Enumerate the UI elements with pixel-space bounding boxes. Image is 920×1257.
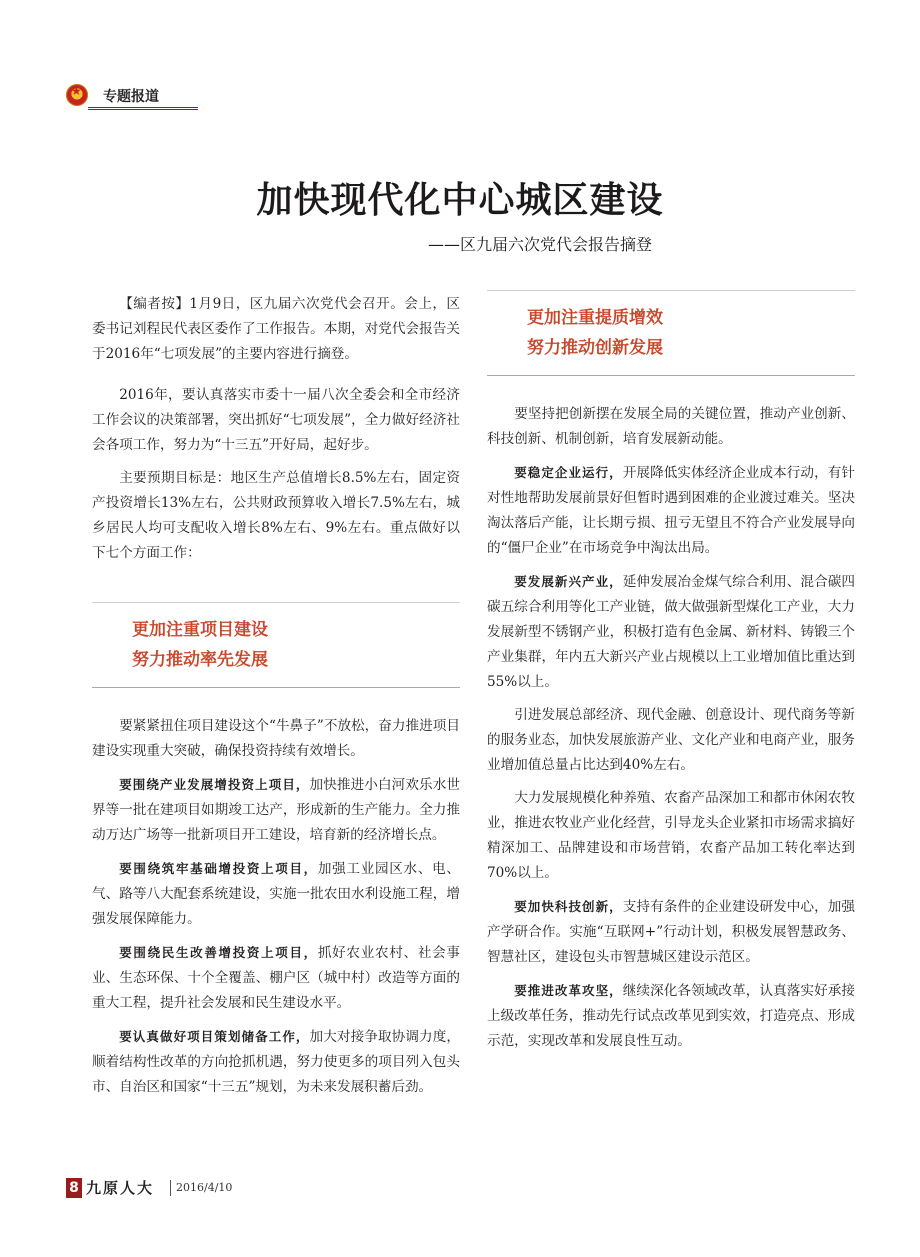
article-title: 加快现代化中心城区建设: [256, 179, 664, 221]
paragraph-lead: 要围绕筑牢基础增投资上项目，: [119, 861, 318, 876]
page-number: 8: [66, 1178, 82, 1198]
paragraph: 要坚持把创新摆在发展全局的关键位置，推动产业创新、科技创新、机制创新，培育发展新动能。: [487, 406, 855, 447]
paragraph: [92, 940, 460, 1016]
header-rule: [88, 107, 198, 110]
paragraph-lead: 要发展新兴产业，: [514, 574, 623, 589]
paragraph-text: 继续深化各领域改革，认真落实好承接上级改革任务，推动先行试点改革见到实效，打造亮点、形成示范，实现改革和发展良性互动。: [487, 983, 855, 1049]
paragraph: [487, 569, 855, 695]
paragraph-text: 加强工业园区水、电、气、路等八大配套系统建设，实施一批农田水利设施工程，增强发展保障能力。: [92, 861, 460, 927]
section-heading-project: [92, 602, 460, 688]
heading-line-1: 更加注重项目建设: [132, 620, 268, 640]
paragraph-lead: 要认真做好项目策划储备工作，: [119, 1029, 310, 1044]
paragraph: [92, 772, 460, 848]
editor-note-text: 1月9日，区九届六次党代会召开。会上，区委书记刘程民代表区委作了工作报告。本期，对党代会报告关于2016年“七项发展”的主要内容进行摘登。: [92, 296, 461, 362]
paragraph: 大力发展规模化种养殖、农畜产品深加工和都市休闲农牧业，推进农牧业产业化经营，引导龙头企业紧扣市场需求搞好精深加工、品牌建设和市场营销，农畜产品加工转化率达到70%以上。: [487, 790, 855, 881]
intro-paragraph: 2016年，要认真落实市委十一届八次全委会和全市经济工作会议的决策部署，突出抓好“七项发展”，全力做好经济社会各项工作，努力为“十三五”开好局，起好步。: [92, 387, 460, 453]
paragraph-lead: 要围绕民生改善增投资上项目，: [119, 945, 318, 960]
paragraph-text: 加快推进小白河欢乐水世界等一批在建项目如期竣工达产，形成新的生产能力。全力推动万达广场等一批新项目开工建设，培育新的经济增长点。: [92, 777, 460, 843]
paragraph: [92, 856, 460, 932]
paragraph: 引进发展总部经济、现代金融、创意设计、现代商务等新的服务业态，加快发展旅游产业、文化产业和电商产业，服务业增加值总量占比达到40%左右。: [487, 707, 855, 773]
article-subtitle: ——区九届六次党代会报告摘登: [427, 235, 652, 254]
paragraph: [487, 894, 855, 970]
heading-line-2: 努力推动率先发展: [132, 650, 268, 670]
paragraph-lead: 要稳定企业运行，: [514, 465, 623, 480]
heading-line-2: 努力推动创新发展: [527, 338, 663, 358]
magazine-name: 九原人大: [86, 1179, 155, 1197]
paragraph-text: 延伸发展冶金煤气综合利用、混合碳四碳五综合利用等化工产业链，做大做强新型煤化工产业，大力发展新型不锈钢产业，积极打造有色金属、新材料、铸锻三个产业集群，年内五大新兴产业占规模以上工业增加值比重达到55%以上。: [487, 574, 855, 690]
editor-note: [92, 292, 460, 367]
left-column: [92, 292, 460, 1100]
paragraph: [487, 460, 855, 561]
paragraph: [92, 1024, 460, 1100]
paragraph-text: 开展降低实体经济企业成本行动，有针对性地帮助发展前景好但暂时遇到困难的企业渡过难关。坚决淘汰落后产能，让长期亏损、扭亏无望且不符合产业发展导向的“僵尸企业”在市场竞争中淘汰出局。: [487, 465, 855, 556]
section-header: [66, 84, 198, 112]
paragraph: 要紧紧扭住项目建设这个“牛鼻子”不放松，奋力推进项目建设实现重大突破，确保投资持续有效增长。: [92, 718, 460, 759]
national-emblem-icon: [66, 84, 88, 106]
paragraph: [487, 978, 855, 1054]
paragraph-lead: 要推进改革攻坚，: [514, 983, 623, 998]
editor-note-label: 【编者按】: [119, 296, 190, 312]
page-footer: [66, 1178, 266, 1202]
right-column: [487, 290, 855, 1054]
targets-paragraph: 主要预期目标是：地区生产总值增长8.5%左右，固定资产投资增长13%左右，公共财政预算收入增长7.5%左右，城乡居民人均可支配收入增长8%左右、9%左右。重点做好以下七个方面工作：: [92, 470, 460, 561]
paragraph-text: 抓好农业农村、社会事业、生态环保、十个全覆盖、棚户区（城中村）改造等方面的重大工程，提升社会发展和民生建设水平。: [92, 945, 460, 1011]
section-label: 专题报道: [103, 89, 159, 105]
paragraph-text: 加大对接争取协调力度，顺着结构性改革的方向抢抓机遇，努力使更多的项目列入包头市、自治区和国家“十三五”规划，为未来发展积蓄后劲。: [92, 1029, 460, 1095]
heading-line-1: 更加注重提质增效: [527, 308, 663, 328]
paragraph-lead: 要围绕产业发展增投资上项目，: [119, 777, 310, 792]
issue-date: 2016/4/10: [176, 1181, 233, 1194]
section-heading-innovation: [487, 290, 855, 376]
footer-divider: [170, 1180, 171, 1196]
paragraph-text: 支持有条件的企业建设研发中心，加强产学研合作。实施“互联网+”行动计划，积极发展智慧政务、智慧社区，建设包头市智慧城区建设示范区。: [487, 899, 855, 965]
paragraph-lead: 要加快科技创新，: [514, 899, 623, 914]
